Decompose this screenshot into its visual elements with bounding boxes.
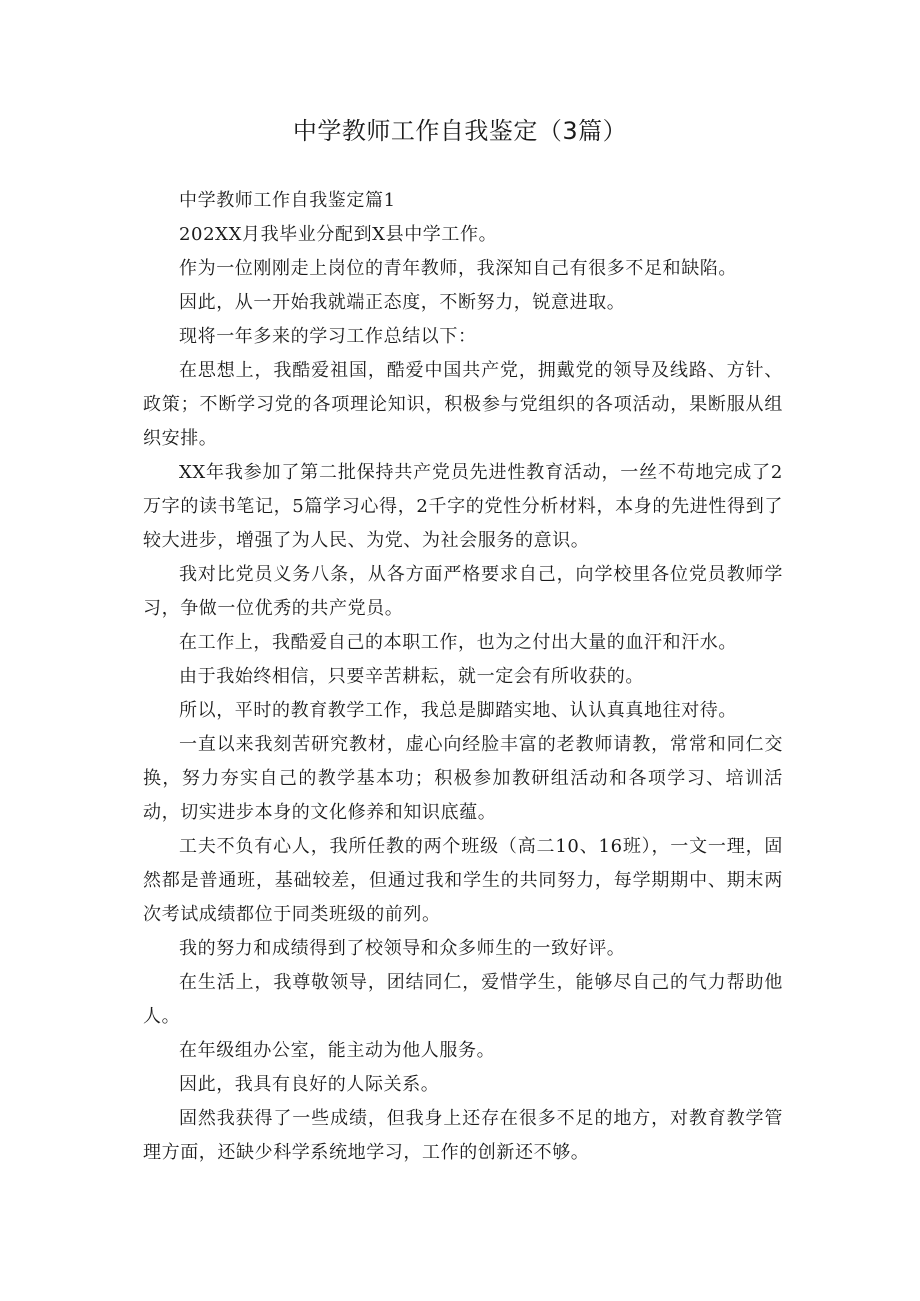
paragraph: 在年级组办公室，能主动为他人服务。	[179, 1040, 496, 1061]
paragraph-section-heading: 中学教师工作自我鉴定篇1	[179, 190, 396, 211]
paragraph: 工夫不负有心人，我所任教的两个班级（高二10、16班），一文一理，固然都是普通班，基础较差，但通过我和学生的共同努力，每学期期中、期末两次考试成绩都位于同类班级的前列。	[143, 836, 783, 925]
paragraph: 因此，我具有良好的人际关系。	[179, 1074, 440, 1095]
paragraph: 我对比党员义务八条，从各方面严格要求自己，向学校里各位党员教师学习，争做一位优秀的共产党员。	[143, 564, 783, 619]
paragraph: 在生活上，我尊敬领导，团结同仁，爱惜学生，能够尽自己的气力帮助他人。	[143, 972, 783, 1027]
document-title: 中学教师工作自我鉴定（3篇）	[292, 117, 628, 145]
paragraph: 一直以来我刻苦研究教材，虚心向经脸丰富的老教师请教，常常和同仁交换，努力夯实自己的教学基本功；积极参加教研组活动和各项学习、培训活动，切实进步本身的文化修养和知识底蕴。	[143, 734, 783, 823]
paragraph: XX年我参加了第二批保持共产党员先进性教育活动，一丝不苟地完成了2万字的读书笔记，5篇学习心得，2千字的党性分析材料，本身的先进性得到了较大进步，增强了为人民、为党、为社会服务的意识。	[143, 462, 783, 551]
paragraph: 在工作上，我酷爱自己的本职工作，也为之付出大量的血汗和汗水。	[179, 632, 737, 653]
paragraph: 由于我始终相信，只要辛苦耕耘，就一定会有所收获的。	[179, 666, 644, 687]
paragraph: 作为一位刚刚走上岗位的青年教师，我深知自己有很多不足和缺陷。	[179, 258, 737, 279]
paragraph: 所以，平时的教育教学工作，我总是脚踏实地、认认真真地往对待。	[179, 700, 737, 721]
paragraph: 在思想上，我酷爱祖国，酷爱中国共产党，拥戴党的领导及线路、方针、政策；不断学习党的各项理论知识，积极参与党组织的各项活动，果断服从组织安排。	[143, 360, 783, 449]
document-body	[143, 184, 783, 1170]
paragraph: 我的努力和成绩得到了校领导和众多师生的一致好评。	[179, 938, 626, 959]
paragraph: 现将一年多来的学习工作总结以下：	[179, 326, 477, 347]
paragraph: 因此，从一开始我就端正态度，不断努力，锐意进取。	[179, 292, 626, 313]
paragraph: 固然我获得了一些成绩，但我身上还存在很多不足的地方，对教育教学管理方面，还缺少科学系统地学习，工作的创新还不够。	[143, 1108, 783, 1163]
paragraph: 202XX月我毕业分配到X县中学工作。	[179, 224, 498, 245]
